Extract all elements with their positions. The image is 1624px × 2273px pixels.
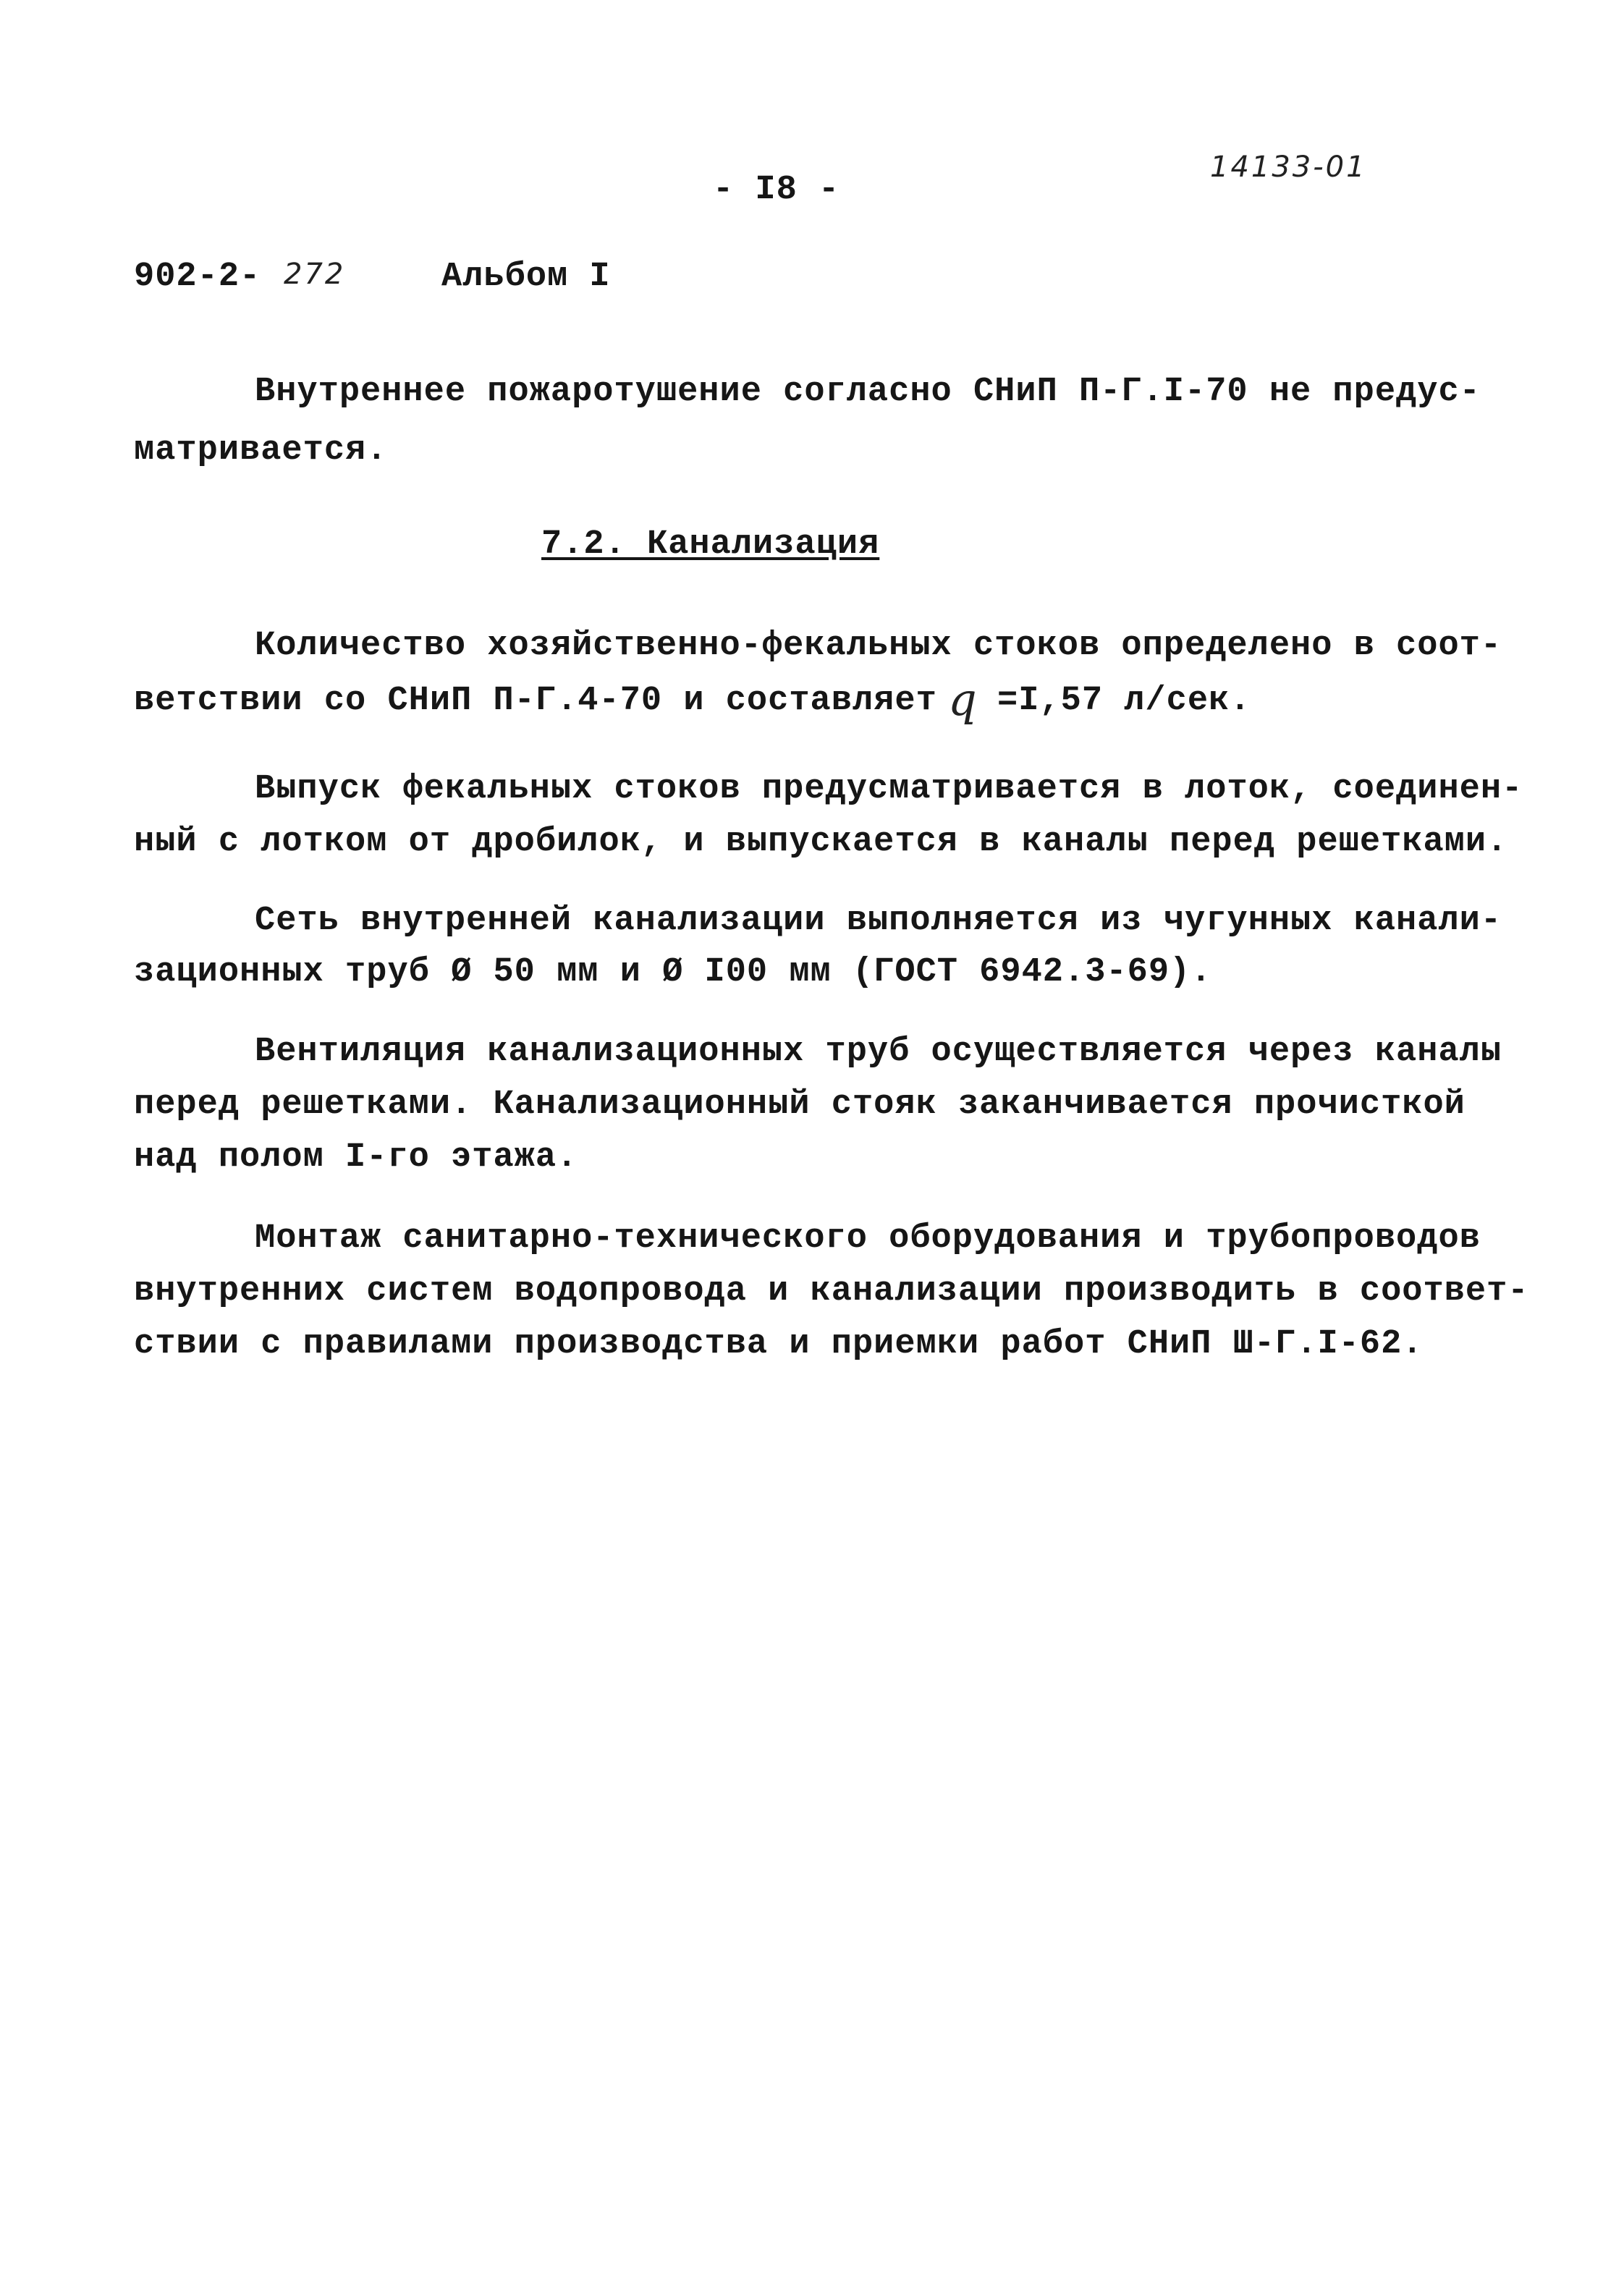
fire-line-2: матривается. <box>134 431 388 470</box>
album-label: Альбом I <box>441 258 611 296</box>
p2-line-2: ный с лотком от дробилок, и выпускается в каналы перед решетками. <box>134 823 1508 861</box>
section-title: 7.2. Канализация <box>541 525 880 564</box>
p1-line-2-end: =I,57 л/сек. <box>997 682 1251 720</box>
p4-line-3: над полом I-го этажа. <box>134 1138 578 1177</box>
p4-line-1: Вентиляция канализационных труб осуществляется через каналы <box>255 1033 1502 1071</box>
fire-line-1: Внутреннее пожаротушение согласно СНиП П-Г.I-70 не предус- <box>255 373 1481 411</box>
p5-line-2: внутренних систем водопровода и канализации производить в соответ- <box>134 1272 1529 1311</box>
p3-line-1: Сеть внутренней канализации выполняется из чугунных канали- <box>255 902 1502 940</box>
p4-line-2: перед решетками. Канализационный стояк заканчивается прочисткой <box>134 1085 1466 1124</box>
series-prefix: 902-2- <box>134 258 261 296</box>
p3-line-2: зационных труб Ø 50 мм и Ø I00 мм (ГОСТ 6942.3-69). <box>134 953 1212 991</box>
p1-line-2-start: ветствии со СНиП П-Г.4-70 и составляет <box>134 682 937 720</box>
series-suffix-handwritten: 272 <box>284 258 346 291</box>
p5-line-1: Монтаж санитарно-технического оборудования и трубопроводов <box>255 1219 1481 1258</box>
inventory-number-handwritten: 14133-01 <box>1210 151 1367 184</box>
p5-line-3: ствии с правилами производства и приемки работ СНиП Ш-Г.I-62. <box>134 1325 1424 1363</box>
page-number: - I8 - <box>713 171 840 209</box>
p1-line-1: Количество хозяйственно-фекальных стоков определено в соот- <box>255 627 1502 665</box>
p2-line-1: Выпуск фекальных стоков предусматривается в лоток, соединен- <box>255 770 1523 808</box>
flow-q-symbol-handwritten: q <box>948 673 977 726</box>
